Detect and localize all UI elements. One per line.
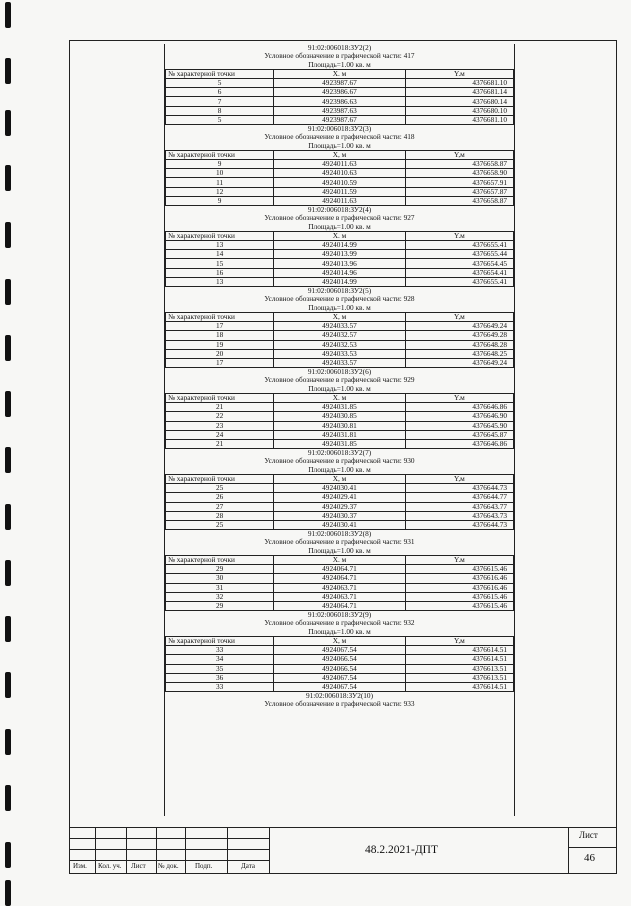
x-coordinate-cell: 4924013.99	[274, 250, 406, 259]
table-row	[166, 493, 514, 502]
y-coordinate-cell: 4376644.73	[405, 520, 513, 529]
y-coordinate-cell: 4376681.10	[405, 115, 513, 124]
binder-mark	[5, 785, 11, 811]
point-number-cell: 7	[166, 97, 274, 106]
x-coordinate-cell: 4924030.37	[274, 511, 406, 520]
binder-mark	[5, 504, 11, 530]
x-coordinate-cell: 4924033.53	[274, 349, 406, 358]
point-column-header: № характерной точки	[166, 150, 274, 159]
parcel-section	[165, 206, 514, 287]
x-column-header: X, м	[274, 312, 406, 321]
coordinates-content	[164, 44, 515, 816]
table-row	[166, 511, 514, 520]
y-coordinate-cell: 4376658.90	[405, 169, 513, 178]
point-number-cell: 9	[166, 160, 274, 169]
point-number-cell: 29	[166, 601, 274, 610]
table-row	[166, 349, 514, 358]
coordinates-table	[165, 555, 514, 611]
x-coordinate-cell: 4924064.71	[274, 565, 406, 574]
point-number-cell: 36	[166, 673, 274, 682]
y-coordinate-cell: 4376615.46	[405, 592, 513, 601]
point-number-cell: 17	[166, 322, 274, 331]
table-row	[166, 646, 514, 655]
y-coordinate-cell: 4376654.41	[405, 268, 513, 277]
x-coordinate-cell: 4924063.71	[274, 583, 406, 592]
x-coordinate-cell: 4923987.67	[274, 115, 406, 124]
x-coordinate-cell: 4924014.99	[274, 277, 406, 286]
table-row	[166, 187, 514, 196]
point-number-cell: 20	[166, 349, 274, 358]
table-row	[166, 106, 514, 115]
table-row	[166, 421, 514, 430]
y-coordinate-cell: 4376655.41	[405, 241, 513, 250]
table-row	[166, 403, 514, 412]
y-coordinate-cell: 4376657.91	[405, 178, 513, 187]
point-column-header: № характерной точки	[166, 393, 274, 402]
x-column-header: X. м	[274, 555, 406, 564]
y-coordinate-cell: 4376681.10	[405, 79, 513, 88]
y-column-header: Y.м	[405, 393, 513, 402]
y-coordinate-cell: 4376655.41	[405, 277, 513, 286]
coordinates-table	[165, 474, 514, 530]
binder-mark	[5, 842, 11, 868]
y-column-header: Y.м	[405, 231, 513, 240]
stamp-podp: Подп.	[195, 862, 213, 870]
binder-mark	[5, 616, 11, 642]
x-coordinate-cell: 4924067.54	[274, 673, 406, 682]
binder-mark	[5, 165, 11, 191]
table-header-row	[166, 555, 514, 564]
x-coordinate-cell: 4924032.53	[274, 340, 406, 349]
point-number-cell: 11	[166, 178, 274, 187]
parcel-legend-designation: Условное обозначение в графической части: 932	[264, 618, 415, 628]
parcel-section	[165, 530, 514, 611]
x-column-header: X. м	[274, 231, 406, 240]
table-row	[166, 331, 514, 340]
x-column-header: X, м	[274, 637, 406, 646]
y-coordinate-cell: 4376614.51	[405, 646, 513, 655]
x-coordinate-cell: 4924011.63	[274, 196, 406, 205]
y-coordinate-cell: 4376681.14	[405, 88, 513, 97]
stamp-kol-uch: Кол. уч.	[98, 862, 122, 870]
point-number-cell: 15	[166, 259, 274, 268]
coordinates-table	[165, 393, 514, 449]
binder-mark	[5, 729, 11, 755]
table-row	[166, 322, 514, 331]
binder-mark	[5, 335, 11, 361]
y-coordinate-cell: 4376616.46	[405, 583, 513, 592]
table-row	[166, 88, 514, 97]
x-column-header: X. м	[274, 69, 406, 78]
table-row	[166, 169, 514, 178]
binder-mark	[5, 880, 11, 906]
y-coordinate-cell: 4376645.87	[405, 430, 513, 439]
x-column-header: X. м	[274, 393, 406, 402]
point-number-cell: 25	[166, 484, 274, 493]
x-coordinate-cell: 4924032.57	[274, 331, 406, 340]
title-block	[69, 827, 617, 874]
table-row	[166, 565, 514, 574]
x-coordinate-cell: 4923987.67	[274, 79, 406, 88]
table-row	[166, 97, 514, 106]
coordinates-table	[165, 312, 514, 368]
x-coordinate-cell: 4924010.59	[274, 178, 406, 187]
table-row	[166, 79, 514, 88]
y-coordinate-cell: 4376614.51	[405, 682, 513, 691]
table-row	[166, 502, 514, 511]
point-number-cell: 9	[166, 196, 274, 205]
parcel-legend-designation: Условное обозначение в графической части: 929	[264, 375, 415, 385]
parcel-area: Площадь=1.00 кв. м	[308, 221, 371, 231]
coordinates-table	[165, 150, 514, 206]
parcel-cadastral-number: 91:02:006018:ЗУ2(8)	[307, 529, 372, 539]
x-coordinate-cell: 4924010.63	[274, 169, 406, 178]
x-coordinate-cell: 4924066.54	[274, 664, 406, 673]
table-row	[166, 160, 514, 169]
document-code: 48.2.2021-ДПТ	[365, 844, 439, 856]
parcel-cadastral-number: 91:02:006018:ЗУ2(5)	[307, 286, 372, 296]
point-number-cell: 14	[166, 250, 274, 259]
y-coordinate-cell: 4376649.24	[405, 358, 513, 367]
table-row	[166, 268, 514, 277]
y-column-header: Y,м	[405, 150, 513, 159]
y-coordinate-cell: 4376614.51	[405, 655, 513, 664]
table-row	[166, 259, 514, 268]
point-number-cell: 33	[166, 682, 274, 691]
parcel-area: Площадь=1.00 кв. м	[308, 302, 371, 312]
parcel-area: Площадь=1.00 кв. м	[308, 626, 371, 636]
y-coordinate-cell: 4376613.51	[405, 664, 513, 673]
point-number-cell: 19	[166, 340, 274, 349]
parcel-cadastral-number: 91:02:006018:ЗУ2(7)	[307, 448, 372, 458]
parcel-legend-designation: Условное обозначение в графической части: 418	[264, 132, 415, 142]
table-row	[166, 250, 514, 259]
point-number-cell: 5	[166, 115, 274, 124]
x-coordinate-cell: 4923986.63	[274, 97, 406, 106]
point-number-cell: 5	[166, 79, 274, 88]
y-coordinate-cell: 4376615.46	[405, 601, 513, 610]
parcel-section	[165, 692, 514, 709]
coordinates-table	[165, 231, 514, 287]
parcel-area: Площадь=1.00 кв. м	[308, 464, 371, 474]
sheet-number: 46	[584, 852, 595, 864]
stamp-n-dok: № док.	[158, 862, 179, 870]
point-number-cell: 17	[166, 358, 274, 367]
x-coordinate-cell: 4924064.71	[274, 574, 406, 583]
x-coordinate-cell: 4924011.63	[274, 160, 406, 169]
stamp-list: Лист	[131, 862, 146, 870]
y-column-header: Y.м	[405, 555, 513, 564]
y-coordinate-cell: 4376648.28	[405, 340, 513, 349]
table-row	[166, 484, 514, 493]
table-header-row	[166, 150, 514, 159]
y-coordinate-cell: 4376658.87	[405, 196, 513, 205]
table-row	[166, 574, 514, 583]
table-header-row	[166, 231, 514, 240]
point-number-cell: 25	[166, 520, 274, 529]
x-coordinate-cell: 4924031.85	[274, 439, 406, 448]
point-number-cell: 26	[166, 493, 274, 502]
parcel-cadastral-number: 91:02:006018:ЗУ2(6)	[307, 367, 372, 377]
binder-mark	[5, 672, 11, 698]
point-column-header: № характерной точки	[166, 312, 274, 321]
y-coordinate-cell: 4376655.44	[405, 250, 513, 259]
point-number-cell: 31	[166, 583, 274, 592]
binder-mark	[5, 447, 11, 473]
x-coordinate-cell: 4924030.85	[274, 412, 406, 421]
point-number-cell: 30	[166, 574, 274, 583]
y-coordinate-cell: 4376654.45	[405, 259, 513, 268]
y-column-header: Y,м	[405, 637, 513, 646]
x-coordinate-cell: 4924030.41	[274, 520, 406, 529]
point-number-cell: 35	[166, 664, 274, 673]
point-number-cell: 27	[166, 502, 274, 511]
binder-holes	[0, 0, 30, 905]
binder-mark	[5, 2, 11, 28]
x-coordinate-cell: 4924031.85	[274, 403, 406, 412]
point-number-cell: 29	[166, 565, 274, 574]
y-coordinate-cell: 4376646.86	[405, 439, 513, 448]
x-coordinate-cell: 4924030.81	[274, 421, 406, 430]
y-coordinate-cell: 4376643.73	[405, 511, 513, 520]
point-number-cell: 13	[166, 277, 274, 286]
parcel-cadastral-number: 91:02:006018:ЗУ2(9)	[307, 610, 372, 620]
y-coordinate-cell: 4376680.10	[405, 106, 513, 115]
y-column-header: Y,м	[405, 312, 513, 321]
parcel-cadastral-number: 91:02:006018:ЗУ2(4)	[307, 205, 372, 215]
x-coordinate-cell: 4924033.57	[274, 358, 406, 367]
table-header-row	[166, 637, 514, 646]
binder-mark	[5, 222, 11, 248]
parcel-legend-designation: Условное обозначение в графической части: 931	[264, 537, 415, 547]
y-coordinate-cell: 4376613.51	[405, 673, 513, 682]
y-coordinate-cell: 4376657.87	[405, 187, 513, 196]
parcel-legend-designation: Условное обозначение в графической части: 930	[264, 456, 415, 466]
x-coordinate-cell: 4924066.54	[274, 655, 406, 664]
point-number-cell: 21	[166, 403, 274, 412]
y-coordinate-cell: 4376649.28	[405, 331, 513, 340]
table-row	[166, 340, 514, 349]
parcel-legend-designation: Условное обозначение в графической части: 927	[264, 213, 415, 223]
table-row	[166, 178, 514, 187]
parcel-cadastral-number: 91:02:006018:ЗУ2(3)	[307, 124, 372, 134]
y-coordinate-cell: 4376644.77	[405, 493, 513, 502]
y-coordinate-cell: 4376648.25	[405, 349, 513, 358]
parcel-section	[165, 287, 514, 368]
point-number-cell: 24	[166, 430, 274, 439]
table-row	[166, 583, 514, 592]
point-column-header: № характерной точки	[166, 555, 274, 564]
x-coordinate-cell: 4924030.41	[274, 484, 406, 493]
x-coordinate-cell: 4924033.57	[274, 322, 406, 331]
x-coordinate-cell: 4924014.96	[274, 268, 406, 277]
sheet-label: Лист	[579, 830, 598, 840]
x-coordinate-cell: 4924067.54	[274, 646, 406, 655]
table-row	[166, 412, 514, 421]
coordinates-table	[165, 636, 514, 692]
x-coordinate-cell: 4924031.81	[274, 430, 406, 439]
table-header-row	[166, 393, 514, 402]
stamp-izm: Изм.	[73, 862, 87, 870]
point-number-cell: 18	[166, 331, 274, 340]
parcel-legend-designation: Условное обозначение в графической части: 417	[264, 51, 415, 61]
point-number-cell: 8	[166, 106, 274, 115]
binder-mark	[5, 560, 11, 586]
table-header-row	[166, 69, 514, 78]
coordinates-table	[165, 69, 514, 125]
binder-mark	[5, 110, 11, 136]
point-number-cell: 12	[166, 187, 274, 196]
x-coordinate-cell: 4924063.71	[274, 592, 406, 601]
point-number-cell: 23	[166, 421, 274, 430]
table-row	[166, 655, 514, 664]
y-coordinate-cell: 4376644.73	[405, 484, 513, 493]
x-coordinate-cell: 4924029.37	[274, 502, 406, 511]
point-column-header: № характерной точки	[166, 231, 274, 240]
y-coordinate-cell: 4376649.24	[405, 322, 513, 331]
x-column-header: X, м	[274, 150, 406, 159]
parcel-section	[165, 125, 514, 206]
table-row	[166, 664, 514, 673]
x-coordinate-cell: 4923987.63	[274, 106, 406, 115]
y-column-header: Y.м	[405, 69, 513, 78]
y-coordinate-cell: 4376680.14	[405, 97, 513, 106]
parcel-cadastral-number: 91:02:006018:ЗУ2(2)	[307, 44, 372, 52]
table-header-row	[166, 312, 514, 321]
point-column-header: № характерной точки	[166, 637, 274, 646]
table-header-row	[166, 474, 514, 483]
point-number-cell: 34	[166, 655, 274, 664]
x-coordinate-cell: 4924013.96	[274, 259, 406, 268]
point-number-cell: 32	[166, 592, 274, 601]
stamp-data: Дата	[241, 862, 255, 870]
parcel-cadastral-number: 91:02:006018:ЗУ2(10)	[305, 691, 373, 701]
y-coordinate-cell: 4376615.46	[405, 565, 513, 574]
point-number-cell: 28	[166, 511, 274, 520]
parcel-legend-designation: Условное обозначение в графической части: 933	[264, 699, 415, 709]
x-coordinate-cell: 4924029.41	[274, 493, 406, 502]
y-coordinate-cell: 4376643.77	[405, 502, 513, 511]
y-coordinate-cell: 4376658.87	[405, 160, 513, 169]
point-number-cell: 10	[166, 169, 274, 178]
y-coordinate-cell: 4376646.86	[405, 403, 513, 412]
binder-mark	[5, 279, 11, 305]
x-coordinate-cell: 4924011.59	[274, 187, 406, 196]
binder-mark	[5, 58, 11, 84]
parcel-area: Площадь=1.00 кв. м	[308, 59, 371, 69]
parcel-section	[165, 611, 514, 692]
parcel-section	[165, 449, 514, 530]
y-column-header: Y,м	[405, 474, 513, 483]
point-number-cell: 33	[166, 646, 274, 655]
parcel-area: Площадь=1.00 кв. м	[308, 140, 371, 150]
y-coordinate-cell: 4376616.46	[405, 574, 513, 583]
x-column-header: X, м	[274, 474, 406, 483]
table-row	[166, 430, 514, 439]
point-number-cell: 13	[166, 241, 274, 250]
x-coordinate-cell: 4924014.99	[274, 241, 406, 250]
parcel-section	[165, 44, 514, 125]
binder-mark	[5, 391, 11, 417]
point-column-header: № характерной точки	[166, 474, 274, 483]
x-coordinate-cell: 4924064.71	[274, 601, 406, 610]
parcel-area: Площадь=1.00 кв. м	[308, 383, 371, 393]
x-coordinate-cell: 4923986.67	[274, 88, 406, 97]
point-number-cell: 22	[166, 412, 274, 421]
table-row	[166, 592, 514, 601]
parcel-area: Площадь=1.00 кв. м	[308, 545, 371, 555]
point-number-cell: 21	[166, 439, 274, 448]
table-row	[166, 673, 514, 682]
point-number-cell: 6	[166, 88, 274, 97]
point-column-header: № характерной точки	[166, 69, 274, 78]
parcel-section	[165, 368, 514, 449]
y-coordinate-cell: 4376646.90	[405, 412, 513, 421]
y-coordinate-cell: 4376645.90	[405, 421, 513, 430]
x-coordinate-cell: 4924067.54	[274, 682, 406, 691]
table-row	[166, 241, 514, 250]
parcel-legend-designation: Условное обозначение в графической части: 928	[264, 294, 415, 304]
point-number-cell: 16	[166, 268, 274, 277]
